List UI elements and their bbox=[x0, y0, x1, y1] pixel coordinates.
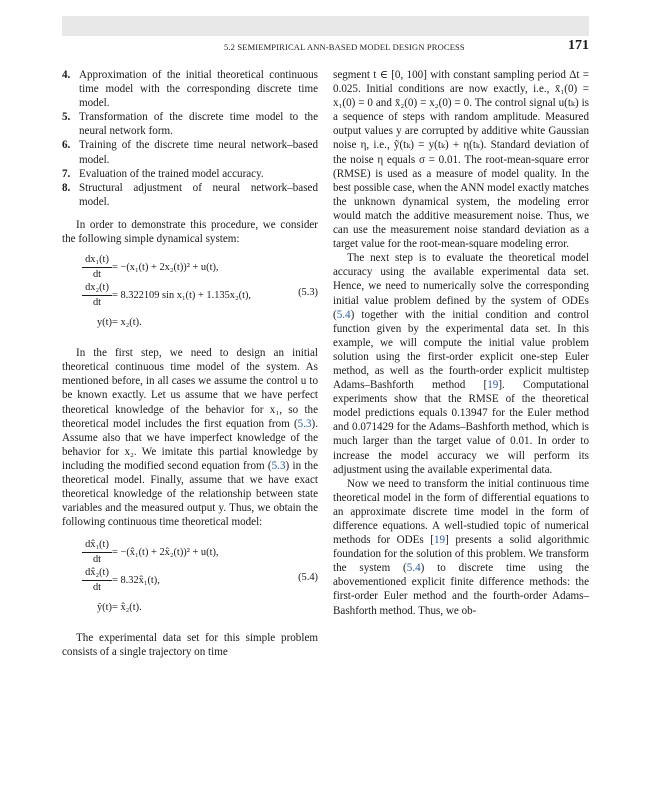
list-item: 5. Transformation of the discrete time model to the neural network form. bbox=[62, 111, 318, 138]
equation-rhs: = 8.322109 sin x₁(t) + 1.135x₂(t), bbox=[112, 290, 252, 302]
equation-fraction: $\frac{\text{dx̂₂(t)}}{dt}$ bbox=[82, 567, 112, 594]
equation-rhs: = x̂₂(t). bbox=[112, 602, 142, 614]
equation-reference-link[interactable]: 5.4 bbox=[406, 562, 421, 575]
equation-lhs: ŷ(t) bbox=[96, 602, 112, 614]
left-column bbox=[62, 68, 318, 660]
paragraph-first-step: In the first step, we need to design an initial theoretical continuous time model of the system. As mentioned before, in all cases we assume the control u to be known exactly. Let us assume that we have perfect theoretical knowledge of the behavior for x₁, so the theoretical model includes the first equation from (5.3). Assume also that we have imperfect knowledge of the behavior for x₂. We imitate this partial knowledge by including the modified second equation from (5.3) in the theoretical model. Finally, assume that we have exact theoretical knowledge of the relationship between state variables and the measured output y. Thus, we obtain the following continuous time theoretical model: bbox=[62, 347, 318, 529]
equation-number: (5.4) bbox=[298, 572, 318, 584]
citation-link[interactable]: 19 bbox=[487, 379, 499, 392]
equation-rhs: = −(x̂₁(t) + 2x̂₂(t))² + u(t), bbox=[112, 547, 219, 559]
equation-5-3 bbox=[62, 254, 318, 336]
equation-fraction: $\frac{\text{dx₁(t)}}{dt}$ bbox=[82, 254, 112, 281]
procedure-list bbox=[62, 68, 318, 209]
equation-rhs: = −(x₁(t) + 2x₂(t))² + u(t), bbox=[112, 262, 219, 274]
equation-fraction: $\frac{\text{dx̂₁(t)}}{dt}$ bbox=[82, 539, 112, 566]
top-bar bbox=[62, 16, 589, 36]
page-number: 171 bbox=[568, 38, 589, 53]
equation-lhs: y(t) bbox=[96, 317, 112, 329]
citation-link[interactable]: 19 bbox=[434, 534, 446, 547]
paragraph-continuation: segment t ∈ [0, 100] with constant sampling period Δt = 0.025. Initial conditions are now exactly, i.e., x̄₁(0) = x₁(0) = 0 and x̄₂(0) = x₂(0) = 0. The control signal u(tₖ) is a sequence of steps with random amplitude. Measured output values y are corrupted by additive white Gaussian noise η, i.e., ỹ(tₖ) = y(tₖ) + η(tₖ). Standard deviation of the noise η equals σ = 0.01. The root-mean-square error (RMSE) is used as a measure of model quality. In the best possible case, when the ANN model exactly matches the unknown dynamical system, the modeling error would match the additive measurement noise. Thus, we can use the measurement noise standard deviation as a target value for the root-mean-square modeling error. bbox=[333, 69, 589, 251]
list-item: 6. Training of the discrete time neural network–based model. bbox=[62, 139, 318, 166]
running-head bbox=[62, 39, 589, 59]
equation-reference-link[interactable]: 5.3 bbox=[297, 417, 312, 430]
paragraph-transform: Now we need to transform the initial continuous time theoretical model in the form of differential equations to an approximate discrete time model in the form of difference equations. A well-studied topic of numerical methods for ODEs [19] presents a solid algorithmic foundation for the solution of this problem. We transform the system (5.4) to discrete time using the abovementioned explicit finite difference methods: the first-order Euler method and the fourth-order Adams–Bashforth method. Thus, we ob- bbox=[333, 477, 589, 617]
equation-5-4 bbox=[62, 539, 318, 621]
equation-reference-link[interactable]: 5.4 bbox=[336, 308, 351, 321]
equation-rhs: = x₂(t). bbox=[112, 317, 142, 329]
list-item: 4. Approximation of the initial theoretical continuous time model with the corresponding discrete time model. bbox=[62, 69, 318, 110]
list-item: 7. Evaluation of the trained model accuracy. bbox=[62, 167, 264, 180]
equation-fraction: $\frac{\text{dx₂(t)}}{dt}$ bbox=[82, 282, 112, 309]
paragraph-data-set: The experimental data set for this simple problem consists of a single trajectory on time bbox=[62, 632, 318, 659]
right-column bbox=[333, 68, 589, 618]
paragraph-intro: In order to demonstrate this procedure, we consider the following simple dynamical system: bbox=[62, 218, 318, 246]
equation-rhs: = 8.32x̂₁(t), bbox=[112, 575, 160, 587]
equation-reference-link[interactable]: 5.3 bbox=[271, 459, 286, 472]
paragraph-next-step: The next step is to evaluate the theoretical model accuracy using the available experimental data set. Hence, we need to numerically solve the corresponding initial value problem defined by the system of ODEs (5.4) together with the initial condition and control function given by the experimental data set. In this example, we will compute the initial value problem solution using the first-order explicit one-step Euler method, as well as the fourth-order explicit multistep Adams–Bashforth method [19]. Computational experiments show that the RMSE of the theoretical model predictions equals 0.13947 for the Euler method and 0.071429 for the Adams–Bashforth method, which is much larger than the target value of 0.01. In order to increase the model accuracy we will perform its adjustment using the available experimental data. bbox=[333, 252, 589, 476]
equation-number: (5.3) bbox=[298, 287, 318, 299]
running-head-title: 5.2 SEMIEMPIRICAL ANN-BASED MODEL DESIGN PROCESS bbox=[224, 42, 465, 52]
list-item: 8. Structural adjustment of neural network–based model. bbox=[62, 181, 318, 208]
